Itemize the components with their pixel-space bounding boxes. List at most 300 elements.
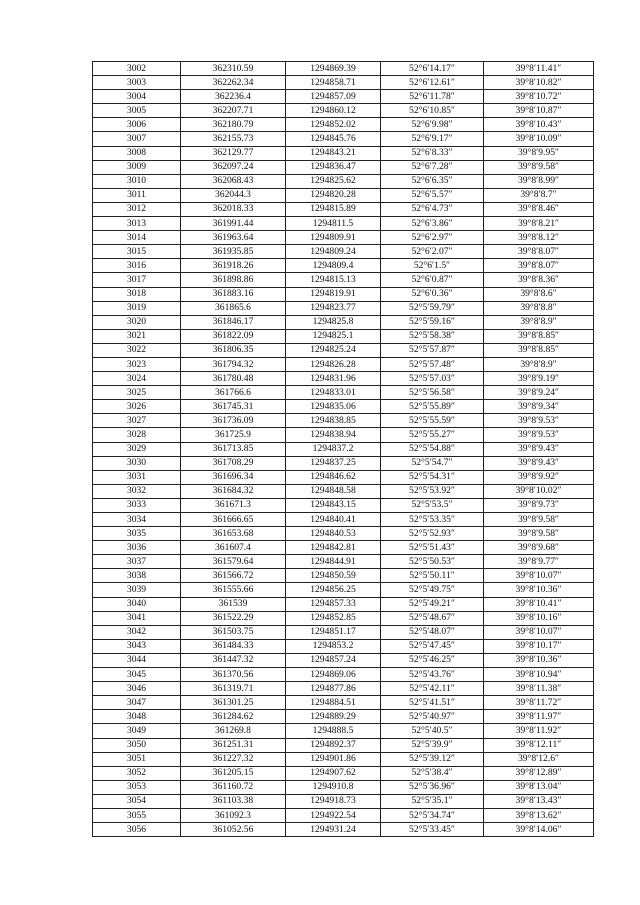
x-coordinate-cell: 362207.71	[181, 104, 286, 118]
table-row	[93, 710, 594, 724]
y-coordinate-cell: 1294860.12	[286, 104, 381, 118]
latitude-cell: 52°5′53.5″	[381, 498, 484, 512]
point-number-cell: 3042	[93, 625, 181, 639]
table-row	[93, 498, 594, 512]
point-number-cell: 3006	[93, 118, 181, 132]
x-coordinate-cell: 361301.25	[181, 696, 286, 710]
y-coordinate-cell: 1294892.37	[286, 738, 381, 752]
x-coordinate-cell: 362018.33	[181, 202, 286, 216]
x-coordinate-cell: 361539	[181, 597, 286, 611]
longitude-cell: 39°8′10.16″	[484, 611, 594, 625]
latitude-cell: 52°6′10.85″	[381, 104, 484, 118]
table-row	[93, 372, 594, 386]
table-row	[93, 794, 594, 808]
latitude-cell: 52°5′56.58″	[381, 386, 484, 400]
table-row	[93, 104, 594, 118]
longitude-cell: 39°8′8.8″	[484, 301, 594, 315]
y-coordinate-cell: 1294811.5	[286, 217, 381, 231]
longitude-cell: 39°8′12.11″	[484, 738, 594, 752]
y-coordinate-cell: 1294838.94	[286, 428, 381, 442]
longitude-cell: 39°8′9.43″	[484, 442, 594, 456]
x-coordinate-cell: 361447.32	[181, 653, 286, 667]
y-coordinate-cell: 1294858.71	[286, 76, 381, 90]
longitude-cell: 39°8′10.82″	[484, 76, 594, 90]
latitude-cell: 52°5′54.88″	[381, 442, 484, 456]
table-row	[93, 329, 594, 343]
longitude-cell: 39°8′9.92″	[484, 470, 594, 484]
latitude-cell: 52°6′14.17″	[381, 62, 484, 76]
x-coordinate-cell: 361503.75	[181, 625, 286, 639]
table-row	[93, 428, 594, 442]
point-number-cell: 3004	[93, 90, 181, 104]
latitude-cell: 52°5′47.45″	[381, 639, 484, 653]
table-row	[93, 217, 594, 231]
latitude-cell: 52°5′50.11″	[381, 569, 484, 583]
latitude-cell: 52°5′54.7″	[381, 456, 484, 470]
table-row	[93, 823, 594, 837]
y-coordinate-cell: 1294825.24	[286, 343, 381, 357]
x-coordinate-cell: 361794.32	[181, 357, 286, 371]
latitude-cell: 52°5′43.76″	[381, 668, 484, 682]
y-coordinate-cell: 1294815.13	[286, 273, 381, 287]
x-coordinate-cell: 361713.85	[181, 442, 286, 456]
longitude-cell: 39°8′9.43″	[484, 456, 594, 470]
longitude-cell: 39°8′10.02″	[484, 484, 594, 498]
latitude-cell: 52°6′5.57″	[381, 188, 484, 202]
latitude-cell: 52°6′2.97″	[381, 231, 484, 245]
point-number-cell: 3054	[93, 794, 181, 808]
latitude-cell: 52°6′7.28″	[381, 160, 484, 174]
latitude-cell: 52°5′36.96″	[381, 780, 484, 794]
x-coordinate-cell: 361725.9	[181, 428, 286, 442]
table-row	[93, 118, 594, 132]
point-number-cell: 3013	[93, 217, 181, 231]
point-number-cell: 3055	[93, 808, 181, 822]
x-coordinate-cell: 361963.64	[181, 231, 286, 245]
y-coordinate-cell: 1294835.06	[286, 400, 381, 414]
point-number-cell: 3018	[93, 287, 181, 301]
longitude-cell: 39°8′8.12″	[484, 231, 594, 245]
y-coordinate-cell: 1294831.96	[286, 372, 381, 386]
x-coordinate-cell: 361566.72	[181, 569, 286, 583]
y-coordinate-cell: 1294848.58	[286, 484, 381, 498]
longitude-cell: 39°8′8.9″	[484, 357, 594, 371]
x-coordinate-cell: 362155.73	[181, 132, 286, 146]
y-coordinate-cell: 1294844.91	[286, 555, 381, 569]
latitude-cell: 52°5′34.74″	[381, 808, 484, 822]
table-row	[93, 62, 594, 76]
longitude-cell: 39°8′8.21″	[484, 217, 594, 231]
table-row	[93, 766, 594, 780]
point-number-cell: 3050	[93, 738, 181, 752]
y-coordinate-cell: 1294853.2	[286, 639, 381, 653]
longitude-cell: 39°8′9.19″	[484, 372, 594, 386]
table-row	[93, 160, 594, 174]
latitude-cell: 52°5′53.92″	[381, 484, 484, 498]
y-coordinate-cell: 1294889.29	[286, 710, 381, 724]
point-number-cell: 3046	[93, 682, 181, 696]
table-row	[93, 273, 594, 287]
point-number-cell: 3053	[93, 780, 181, 794]
latitude-cell: 52°5′49.21″	[381, 597, 484, 611]
latitude-cell: 52°5′57.87″	[381, 343, 484, 357]
y-coordinate-cell: 1294857.24	[286, 653, 381, 667]
x-coordinate-cell: 362262.34	[181, 76, 286, 90]
longitude-cell: 39°8′10.41″	[484, 597, 594, 611]
point-number-cell: 3040	[93, 597, 181, 611]
x-coordinate-cell: 361319.71	[181, 682, 286, 696]
latitude-cell: 52°5′58.38″	[381, 329, 484, 343]
y-coordinate-cell: 1294815.89	[286, 202, 381, 216]
x-coordinate-cell: 362180.79	[181, 118, 286, 132]
y-coordinate-cell: 1294840.53	[286, 527, 381, 541]
x-coordinate-cell: 361092.3	[181, 808, 286, 822]
latitude-cell: 52°5′55.59″	[381, 414, 484, 428]
point-number-cell: 3030	[93, 456, 181, 470]
table-row	[93, 555, 594, 569]
y-coordinate-cell: 1294877.86	[286, 682, 381, 696]
point-number-cell: 3025	[93, 386, 181, 400]
table-row	[93, 231, 594, 245]
x-coordinate-cell: 361269.8	[181, 724, 286, 738]
x-coordinate-cell: 362236.4	[181, 90, 286, 104]
longitude-cell: 39°8′8.9″	[484, 315, 594, 329]
table-row	[93, 90, 594, 104]
x-coordinate-cell: 361607.4	[181, 541, 286, 555]
table-row	[93, 301, 594, 315]
table-row	[93, 583, 594, 597]
table-row	[93, 287, 594, 301]
longitude-cell: 39°8′12.89″	[484, 766, 594, 780]
x-coordinate-cell: 361780.48	[181, 372, 286, 386]
latitude-cell: 52°6′2.07″	[381, 245, 484, 259]
longitude-cell: 39°8′8.99″	[484, 174, 594, 188]
y-coordinate-cell: 1294825.62	[286, 174, 381, 188]
longitude-cell: 39°8′10.09″	[484, 132, 594, 146]
table-row	[93, 343, 594, 357]
table-row	[93, 597, 594, 611]
point-number-cell: 3043	[93, 639, 181, 653]
x-coordinate-cell: 361484.33	[181, 639, 286, 653]
longitude-cell: 39°8′9.24″	[484, 386, 594, 400]
y-coordinate-cell: 1294820.28	[286, 188, 381, 202]
x-coordinate-cell: 361745.31	[181, 400, 286, 414]
latitude-cell: 52°5′41.51″	[381, 696, 484, 710]
y-coordinate-cell: 1294907.62	[286, 766, 381, 780]
point-number-cell: 3041	[93, 611, 181, 625]
latitude-cell: 52°6′11.78″	[381, 90, 484, 104]
point-number-cell: 3019	[93, 301, 181, 315]
y-coordinate-cell: 1294857.33	[286, 597, 381, 611]
point-number-cell: 3024	[93, 372, 181, 386]
x-coordinate-cell: 361846.17	[181, 315, 286, 329]
point-number-cell: 3003	[93, 76, 181, 90]
point-number-cell: 3016	[93, 259, 181, 273]
x-coordinate-cell: 361653.68	[181, 527, 286, 541]
longitude-cell: 39°8′13.43″	[484, 794, 594, 808]
longitude-cell: 39°8′8.85″	[484, 329, 594, 343]
point-number-cell: 3051	[93, 752, 181, 766]
longitude-cell: 39°8′11.72″	[484, 696, 594, 710]
point-number-cell: 3044	[93, 653, 181, 667]
table-row	[93, 456, 594, 470]
longitude-cell: 39°8′8.85″	[484, 343, 594, 357]
x-coordinate-cell: 361579.64	[181, 555, 286, 569]
table-row	[93, 541, 594, 555]
point-number-cell: 3012	[93, 202, 181, 216]
y-coordinate-cell: 1294826.28	[286, 357, 381, 371]
longitude-cell: 39°8′10.07″	[484, 625, 594, 639]
longitude-cell: 39°8′9.73″	[484, 498, 594, 512]
x-coordinate-cell: 361822.09	[181, 329, 286, 343]
table-row	[93, 682, 594, 696]
point-number-cell: 3005	[93, 104, 181, 118]
point-number-cell: 3029	[93, 442, 181, 456]
point-number-cell: 3031	[93, 470, 181, 484]
latitude-cell: 52°6′1.5″	[381, 259, 484, 273]
point-number-cell: 3052	[93, 766, 181, 780]
x-coordinate-cell: 361522.29	[181, 611, 286, 625]
x-coordinate-cell: 361708.29	[181, 456, 286, 470]
x-coordinate-cell: 361865.6	[181, 301, 286, 315]
point-number-cell: 3014	[93, 231, 181, 245]
y-coordinate-cell: 1294884.51	[286, 696, 381, 710]
table-row	[93, 513, 594, 527]
x-coordinate-cell: 361671.3	[181, 498, 286, 512]
table-row	[93, 569, 594, 583]
longitude-cell: 39°8′8.36″	[484, 273, 594, 287]
table-row	[93, 470, 594, 484]
longitude-cell: 39°8′8.6″	[484, 287, 594, 301]
latitude-cell: 52°5′55.89″	[381, 400, 484, 414]
point-number-cell: 3008	[93, 146, 181, 160]
point-number-cell: 3009	[93, 160, 181, 174]
latitude-cell: 52°5′35.1″	[381, 794, 484, 808]
table-row	[93, 738, 594, 752]
longitude-cell: 39°8′8.7″	[484, 188, 594, 202]
y-coordinate-cell: 1294823.77	[286, 301, 381, 315]
y-coordinate-cell: 1294809.4	[286, 259, 381, 273]
table-row	[93, 442, 594, 456]
x-coordinate-cell: 361918.26	[181, 259, 286, 273]
longitude-cell: 39°8′10.94″	[484, 668, 594, 682]
point-number-cell: 3035	[93, 527, 181, 541]
x-coordinate-cell: 362310.59	[181, 62, 286, 76]
latitude-cell: 52°5′39.12″	[381, 752, 484, 766]
latitude-cell: 52°5′57.48″	[381, 357, 484, 371]
latitude-cell: 52°5′53.35″	[381, 513, 484, 527]
latitude-cell: 52°6′0.36″	[381, 287, 484, 301]
point-number-cell: 3033	[93, 498, 181, 512]
longitude-cell: 39°8′13.04″	[484, 780, 594, 794]
longitude-cell: 39°8′8.07″	[484, 245, 594, 259]
latitude-cell: 52°5′59.79″	[381, 301, 484, 315]
latitude-cell: 52°5′48.67″	[381, 611, 484, 625]
x-coordinate-cell: 361103.38	[181, 794, 286, 808]
longitude-cell: 39°8′14.06″	[484, 823, 594, 837]
coordinate-table	[92, 61, 594, 837]
y-coordinate-cell: 1294843.15	[286, 498, 381, 512]
x-coordinate-cell: 361806.35	[181, 343, 286, 357]
point-number-cell: 3010	[93, 174, 181, 188]
x-coordinate-cell: 361991.44	[181, 217, 286, 231]
point-number-cell: 3021	[93, 329, 181, 343]
table-row	[93, 245, 594, 259]
point-number-cell: 3045	[93, 668, 181, 682]
y-coordinate-cell: 1294869.39	[286, 62, 381, 76]
x-coordinate-cell: 361227.32	[181, 752, 286, 766]
y-coordinate-cell: 1294819.91	[286, 287, 381, 301]
longitude-cell: 39°8′12.6″	[484, 752, 594, 766]
y-coordinate-cell: 1294901.86	[286, 752, 381, 766]
point-number-cell: 3011	[93, 188, 181, 202]
x-coordinate-cell: 361696.34	[181, 470, 286, 484]
coordinate-table-body	[93, 62, 594, 837]
latitude-cell: 52°5′55.27″	[381, 428, 484, 442]
table-row	[93, 484, 594, 498]
y-coordinate-cell: 1294852.02	[286, 118, 381, 132]
y-coordinate-cell: 1294888.5	[286, 724, 381, 738]
latitude-cell: 52°5′33.45″	[381, 823, 484, 837]
point-number-cell: 3015	[93, 245, 181, 259]
table-row	[93, 202, 594, 216]
latitude-cell: 52°6′8.33″	[381, 146, 484, 160]
table-row	[93, 639, 594, 653]
point-number-cell: 3023	[93, 357, 181, 371]
longitude-cell: 39°8′10.36″	[484, 583, 594, 597]
table-row	[93, 188, 594, 202]
x-coordinate-cell: 361684.32	[181, 484, 286, 498]
x-coordinate-cell: 362044.3	[181, 188, 286, 202]
x-coordinate-cell: 361205.15	[181, 766, 286, 780]
y-coordinate-cell: 1294852.85	[286, 611, 381, 625]
x-coordinate-cell: 361935.85	[181, 245, 286, 259]
longitude-cell: 39°8′10.43″	[484, 118, 594, 132]
table-row	[93, 653, 594, 667]
table-row	[93, 259, 594, 273]
table-row	[93, 625, 594, 639]
latitude-cell: 52°5′48.07″	[381, 625, 484, 639]
longitude-cell: 39°8′10.07″	[484, 569, 594, 583]
latitude-cell: 52°5′49.75″	[381, 583, 484, 597]
longitude-cell: 39°8′11.92″	[484, 724, 594, 738]
x-coordinate-cell: 361883.16	[181, 287, 286, 301]
table-row	[93, 76, 594, 90]
latitude-cell: 52°5′40.97″	[381, 710, 484, 724]
table-row	[93, 527, 594, 541]
point-number-cell: 3026	[93, 400, 181, 414]
y-coordinate-cell: 1294843.21	[286, 146, 381, 160]
longitude-cell: 39°8′10.17″	[484, 639, 594, 653]
y-coordinate-cell: 1294851.17	[286, 625, 381, 639]
table-row	[93, 668, 594, 682]
table-row	[93, 752, 594, 766]
latitude-cell: 52°6′12.61″	[381, 76, 484, 90]
latitude-cell: 52°5′52.93″	[381, 527, 484, 541]
longitude-cell: 39°8′9.53″	[484, 428, 594, 442]
x-coordinate-cell: 361284.62	[181, 710, 286, 724]
latitude-cell: 52°6′3.86″	[381, 217, 484, 231]
point-number-cell: 3049	[93, 724, 181, 738]
y-coordinate-cell: 1294846.62	[286, 470, 381, 484]
y-coordinate-cell: 1294837.2	[286, 442, 381, 456]
y-coordinate-cell: 1294809.24	[286, 245, 381, 259]
latitude-cell: 52°6′6.35″	[381, 174, 484, 188]
x-coordinate-cell: 361736.09	[181, 414, 286, 428]
point-number-cell: 3032	[93, 484, 181, 498]
longitude-cell: 39°8′11.97″	[484, 710, 594, 724]
y-coordinate-cell: 1294910.8	[286, 780, 381, 794]
x-coordinate-cell: 361898.86	[181, 273, 286, 287]
longitude-cell: 39°8′8.46″	[484, 202, 594, 216]
longitude-cell: 39°8′9.95″	[484, 146, 594, 160]
y-coordinate-cell: 1294856.25	[286, 583, 381, 597]
latitude-cell: 52°5′39.9″	[381, 738, 484, 752]
table-row	[93, 146, 594, 160]
point-number-cell: 3022	[93, 343, 181, 357]
latitude-cell: 52°6′9.17″	[381, 132, 484, 146]
latitude-cell: 52°5′51.43″	[381, 541, 484, 555]
point-number-cell: 3020	[93, 315, 181, 329]
y-coordinate-cell: 1294809.91	[286, 231, 381, 245]
point-number-cell: 3037	[93, 555, 181, 569]
y-coordinate-cell: 1294850.59	[286, 569, 381, 583]
table-row	[93, 696, 594, 710]
longitude-cell: 39°8′11.41″	[484, 62, 594, 76]
longitude-cell: 39°8′9.58″	[484, 513, 594, 527]
point-number-cell: 3047	[93, 696, 181, 710]
y-coordinate-cell: 1294838.85	[286, 414, 381, 428]
x-coordinate-cell: 361555.66	[181, 583, 286, 597]
y-coordinate-cell: 1294845.76	[286, 132, 381, 146]
y-coordinate-cell: 1294837.25	[286, 456, 381, 470]
latitude-cell: 52°5′46.25″	[381, 653, 484, 667]
x-coordinate-cell: 361052.56	[181, 823, 286, 837]
y-coordinate-cell: 1294840.41	[286, 513, 381, 527]
table-row	[93, 611, 594, 625]
table-row	[93, 357, 594, 371]
y-coordinate-cell: 1294825.8	[286, 315, 381, 329]
latitude-cell: 52°5′54.31″	[381, 470, 484, 484]
y-coordinate-cell: 1294918.73	[286, 794, 381, 808]
point-number-cell: 3038	[93, 569, 181, 583]
table-row	[93, 315, 594, 329]
latitude-cell: 52°5′59.16″	[381, 315, 484, 329]
x-coordinate-cell: 361160.72	[181, 780, 286, 794]
latitude-cell: 52°6′4.73″	[381, 202, 484, 216]
point-number-cell: 3056	[93, 823, 181, 837]
longitude-cell: 39°8′10.87″	[484, 104, 594, 118]
table-row	[93, 780, 594, 794]
table-row	[93, 808, 594, 822]
table-row	[93, 400, 594, 414]
point-number-cell: 3048	[93, 710, 181, 724]
x-coordinate-cell: 361251.31	[181, 738, 286, 752]
latitude-cell: 52°5′38.4″	[381, 766, 484, 780]
longitude-cell: 39°8′9.77″	[484, 555, 594, 569]
longitude-cell: 39°8′10.36″	[484, 653, 594, 667]
x-coordinate-cell: 361666.65	[181, 513, 286, 527]
x-coordinate-cell: 362068.43	[181, 174, 286, 188]
y-coordinate-cell: 1294869.06	[286, 668, 381, 682]
longitude-cell: 39°8′8.07″	[484, 259, 594, 273]
table-row	[93, 724, 594, 738]
x-coordinate-cell: 361370.56	[181, 668, 286, 682]
latitude-cell: 52°6′0.87″	[381, 273, 484, 287]
point-number-cell: 3036	[93, 541, 181, 555]
y-coordinate-cell: 1294842.81	[286, 541, 381, 555]
longitude-cell: 39°8′9.68″	[484, 541, 594, 555]
